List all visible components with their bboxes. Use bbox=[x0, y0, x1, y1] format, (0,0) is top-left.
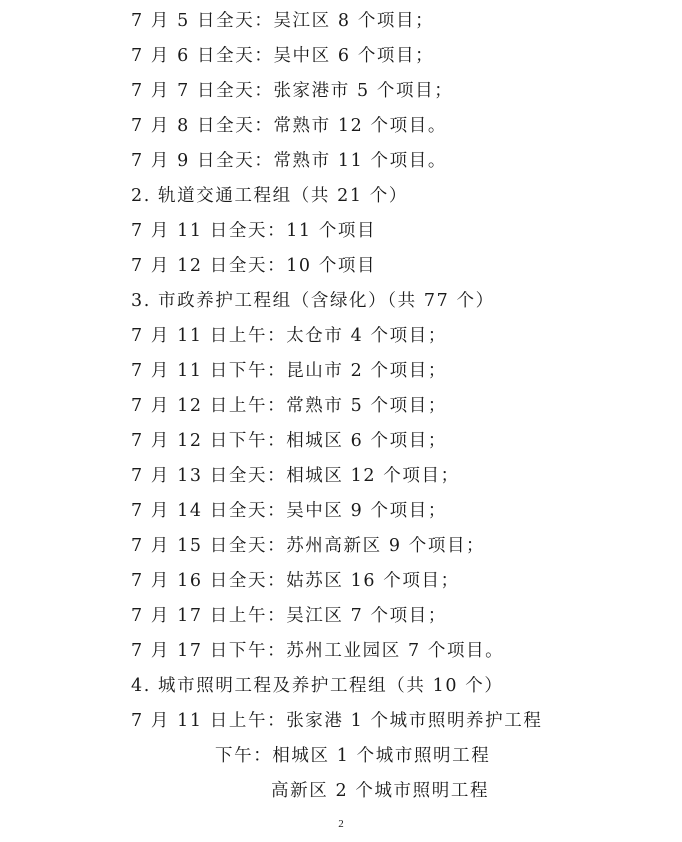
schedule-line: 7 月 15 日全天：苏州高新区 9 个项目； bbox=[131, 536, 486, 556]
schedule-line-afternoon: 下午：相城区 1 个城市照明工程 bbox=[215, 746, 491, 766]
page-number: 2 bbox=[338, 818, 344, 830]
schedule-line: 7 月 11 日上午：太仓市 4 个项目； bbox=[131, 326, 447, 346]
schedule-line: 7 月 12 日下午：相城区 6 个项目； bbox=[131, 431, 447, 451]
schedule-line: 7 月 8 日全天：常熟市 12 个项目。 bbox=[131, 116, 447, 136]
schedule-line: 7 月 5 日全天：吴江区 8 个项目； bbox=[131, 11, 435, 31]
schedule-line: 7 月 11 日全天：11 个项目 bbox=[131, 221, 377, 241]
schedule-line: 7 月 7 日全天：张家港市 5 个项目； bbox=[131, 81, 454, 101]
section-heading-city-lighting: 4. 城市照明工程及养护工程组（共 10 个） bbox=[131, 676, 504, 696]
schedule-line: 7 月 17 日下午：苏州工业园区 7 个项目。 bbox=[131, 641, 505, 661]
schedule-text bbox=[131, 6, 651, 811]
schedule-line: 7 月 14 日全天：吴中区 9 个项目； bbox=[131, 501, 447, 521]
schedule-line: 7 月 6 日全天：吴中区 6 个项目； bbox=[131, 46, 435, 66]
schedule-line: 7 月 13 日全天：相城区 12 个项目； bbox=[131, 466, 460, 486]
schedule-line: 7 月 11 日下午：昆山市 2 个项目； bbox=[131, 361, 447, 381]
schedule-line: 7 月 17 日上午：吴江区 7 个项目； bbox=[131, 606, 447, 626]
schedule-line: 7 月 9 日全天：常熟市 11 个项目。 bbox=[131, 151, 447, 171]
schedule-line: 7 月 12 日全天：10 个项目 bbox=[131, 256, 377, 276]
schedule-line: 7 月 16 日全天：姑苏区 16 个项目； bbox=[131, 571, 460, 591]
schedule-line-continuation: 高新区 2 个城市照明工程 bbox=[271, 781, 490, 801]
section-heading-municipal-maintenance: 3. 市政养护工程组（含绿化）（共 77 个） bbox=[131, 291, 495, 311]
schedule-line: 7 月 11 日上午：张家港 1 个城市照明养护工程 bbox=[131, 711, 543, 731]
section-heading-rail-transit: 2. 轨道交通工程组（共 21 个） bbox=[131, 186, 408, 206]
schedule-line: 7 月 12 日上午：常熟市 5 个项目； bbox=[131, 396, 447, 416]
